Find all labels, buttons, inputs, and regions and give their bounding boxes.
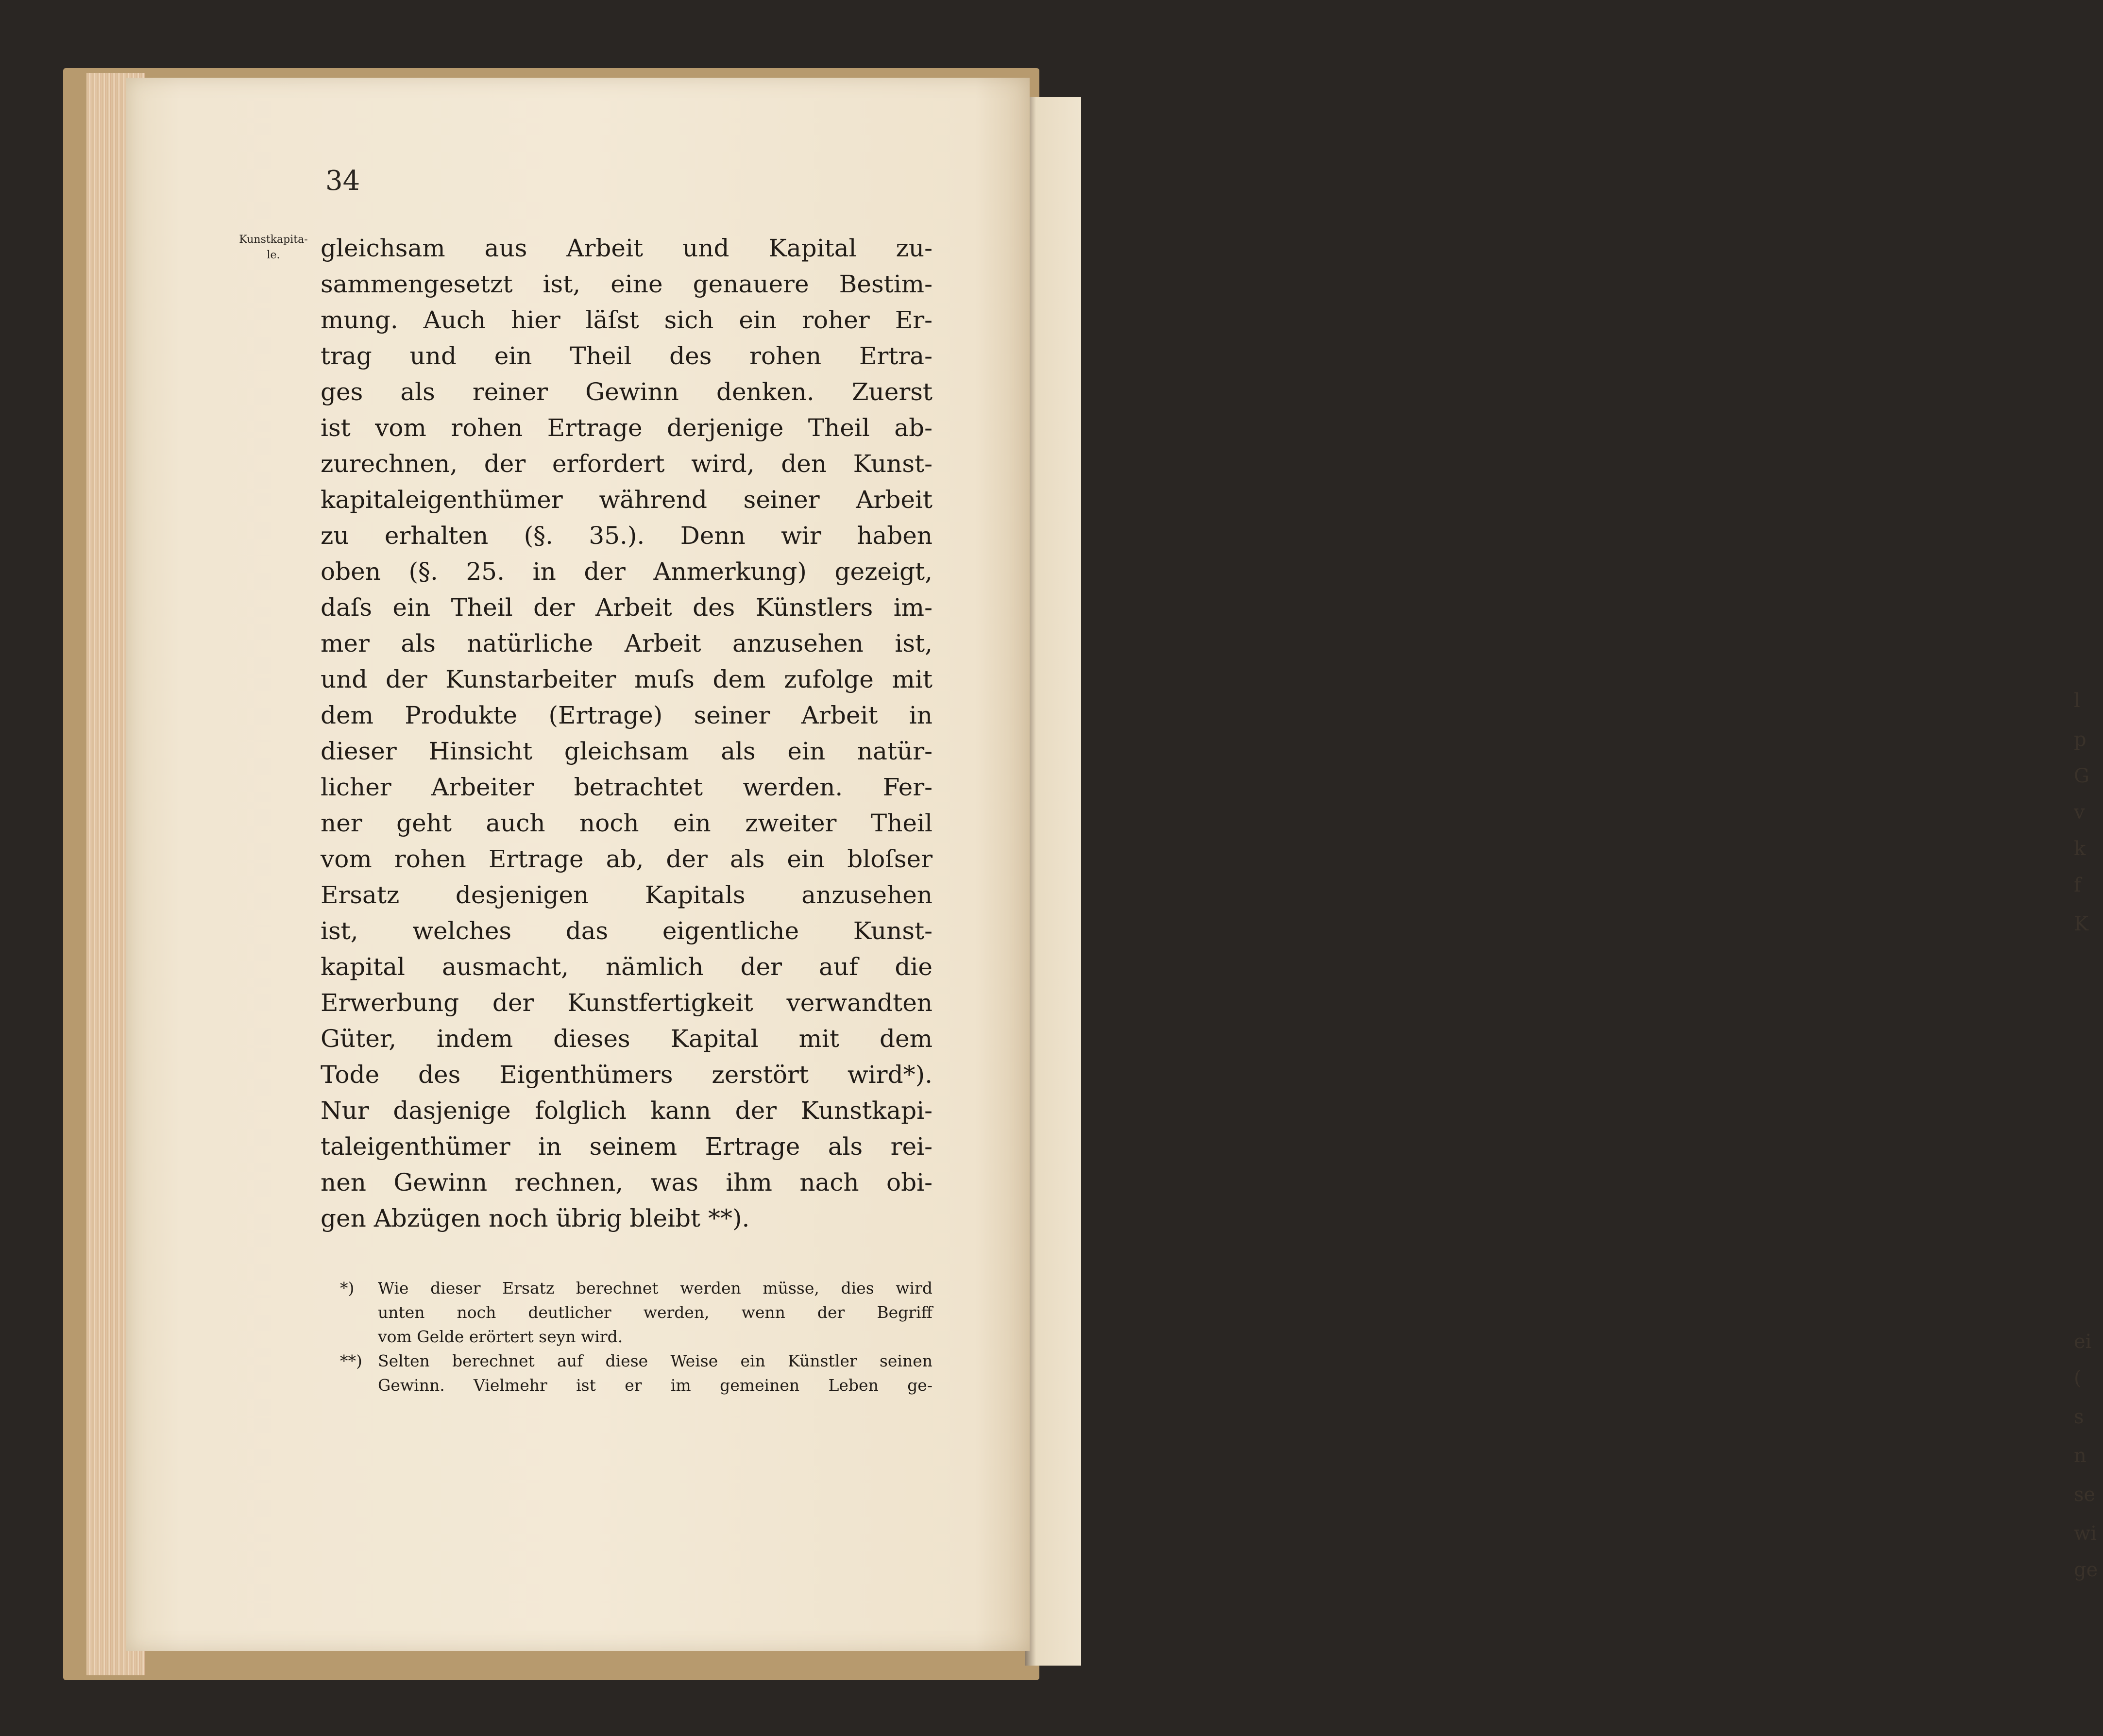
text-line: gleichsam aus Arbeit und Kapital zu- <box>321 234 933 262</box>
footnote-mark: **) <box>340 1351 362 1370</box>
facing-page-letter: k <box>2074 838 2086 860</box>
facing-page-letter: p <box>2074 728 2086 751</box>
text-line: Nur dasjenige folglich kann der Kunstkapi- <box>321 1096 933 1125</box>
footnote-line: vom Gelde erörtert seyn wird. <box>378 1327 623 1346</box>
footnotes <box>340 1276 933 1398</box>
text-line: Erwerbung der Kunstfertigkeit verwandten <box>321 989 933 1017</box>
text-line: daſs ein Theil der Arbeit des Künstlers im- <box>321 593 933 622</box>
text-line: oben (§. 25. in der Anmerkung) gezeigt, <box>321 557 933 586</box>
text-line: ist, welches das eigentliche Kunst- <box>321 917 933 945</box>
facing-page-letter: ge <box>2074 1559 2098 1581</box>
facing-page-letter: wi <box>2074 1522 2097 1545</box>
text-line: licher Arbeiter betrachtet werden. Fer- <box>321 773 933 801</box>
facing-page-letter: K <box>2074 913 2088 935</box>
text-line: vom rohen Ertrage ab, der als ein bloſser <box>321 845 933 873</box>
margin-note <box>227 232 320 263</box>
footnote-line: Selten berechnet auf diese Weise ein Künstler seinen <box>378 1351 933 1370</box>
facing-page-letter: l <box>2074 690 2080 712</box>
text-line: nen Gewinn rechnen, was ihm nach obi- <box>321 1168 933 1197</box>
text-line: ner geht auch noch ein zweiter Theil <box>321 809 933 837</box>
facing-page-letter: f <box>2074 874 2081 896</box>
text-line: dieser Hinsicht gleichsam als ein natür- <box>321 737 933 765</box>
text-line: Tode des Eigenthümers zerstört wird*). <box>321 1061 933 1089</box>
text-line: zu erhalten (§. 35.). Denn wir haben <box>321 522 933 550</box>
text-line: ist vom rohen Ertrage derjenige Theil ab- <box>321 414 933 442</box>
text-line: mung. Auch hier läſst sich ein roher Er- <box>321 306 933 334</box>
facing-page-letter: G <box>2074 765 2089 787</box>
facing-page-letter: n <box>2074 1445 2086 1467</box>
text-line: Güter, indem dieses Kapital mit dem <box>321 1025 933 1053</box>
text-line: und der Kunstarbeiter muſs dem zufolge mit <box>321 665 933 693</box>
text-line: dem Produkte (Ertrage) seiner Arbeit in <box>321 701 933 729</box>
facing-page-letter: ei <box>2074 1331 2092 1353</box>
body-text <box>321 230 933 1236</box>
text-line: gen Abzügen noch übrig bleibt **). <box>321 1204 750 1232</box>
text-line: ges als reiner Gewinn denken. Zuerst <box>321 378 933 406</box>
facing-page-letter: v <box>2074 801 2085 824</box>
text-line: Ersatz desjenigen Kapitals anzusehen <box>321 881 933 909</box>
page-number: 34 <box>325 165 360 197</box>
facing-page-letter: s <box>2074 1406 2084 1428</box>
text-line: kapitaleigenthümer während seiner Arbeit <box>321 486 933 514</box>
margin-note-line: le. <box>267 249 280 261</box>
text-line: mer als natürliche Arbeit anzusehen ist, <box>321 629 933 657</box>
margin-note-line: Kunstkapita- <box>239 234 308 246</box>
footnote-2 <box>340 1349 933 1398</box>
footnote-mark: *) <box>340 1279 355 1298</box>
footnote-line: Wie dieser Ersatz berechnet werden müsse, dies wird <box>378 1279 933 1298</box>
footnote-1 <box>340 1276 933 1349</box>
facing-page <box>1025 97 2098 1666</box>
text-line: taleigenthümer in seinem Ertrage als rei- <box>321 1132 933 1161</box>
text-line: zurechnen, der erfordert wird, den Kunst- <box>321 450 933 478</box>
footnote-line: Gewinn. Vielmehr ist er im gemeinen Leben ge- <box>378 1376 933 1395</box>
facing-page-letter: se <box>2074 1483 2096 1506</box>
text-line: kapital ausmacht, nämlich der auf die <box>321 953 933 981</box>
footnote-line: unten noch deutlicher werden, wenn der Begriff <box>378 1303 933 1322</box>
facing-page-letter: ( <box>2074 1367 2082 1389</box>
text-line: sammengesetzt ist, eine genauere Bestim- <box>321 270 933 298</box>
text-line: trag und ein Theil des rohen Ertra- <box>321 342 933 370</box>
